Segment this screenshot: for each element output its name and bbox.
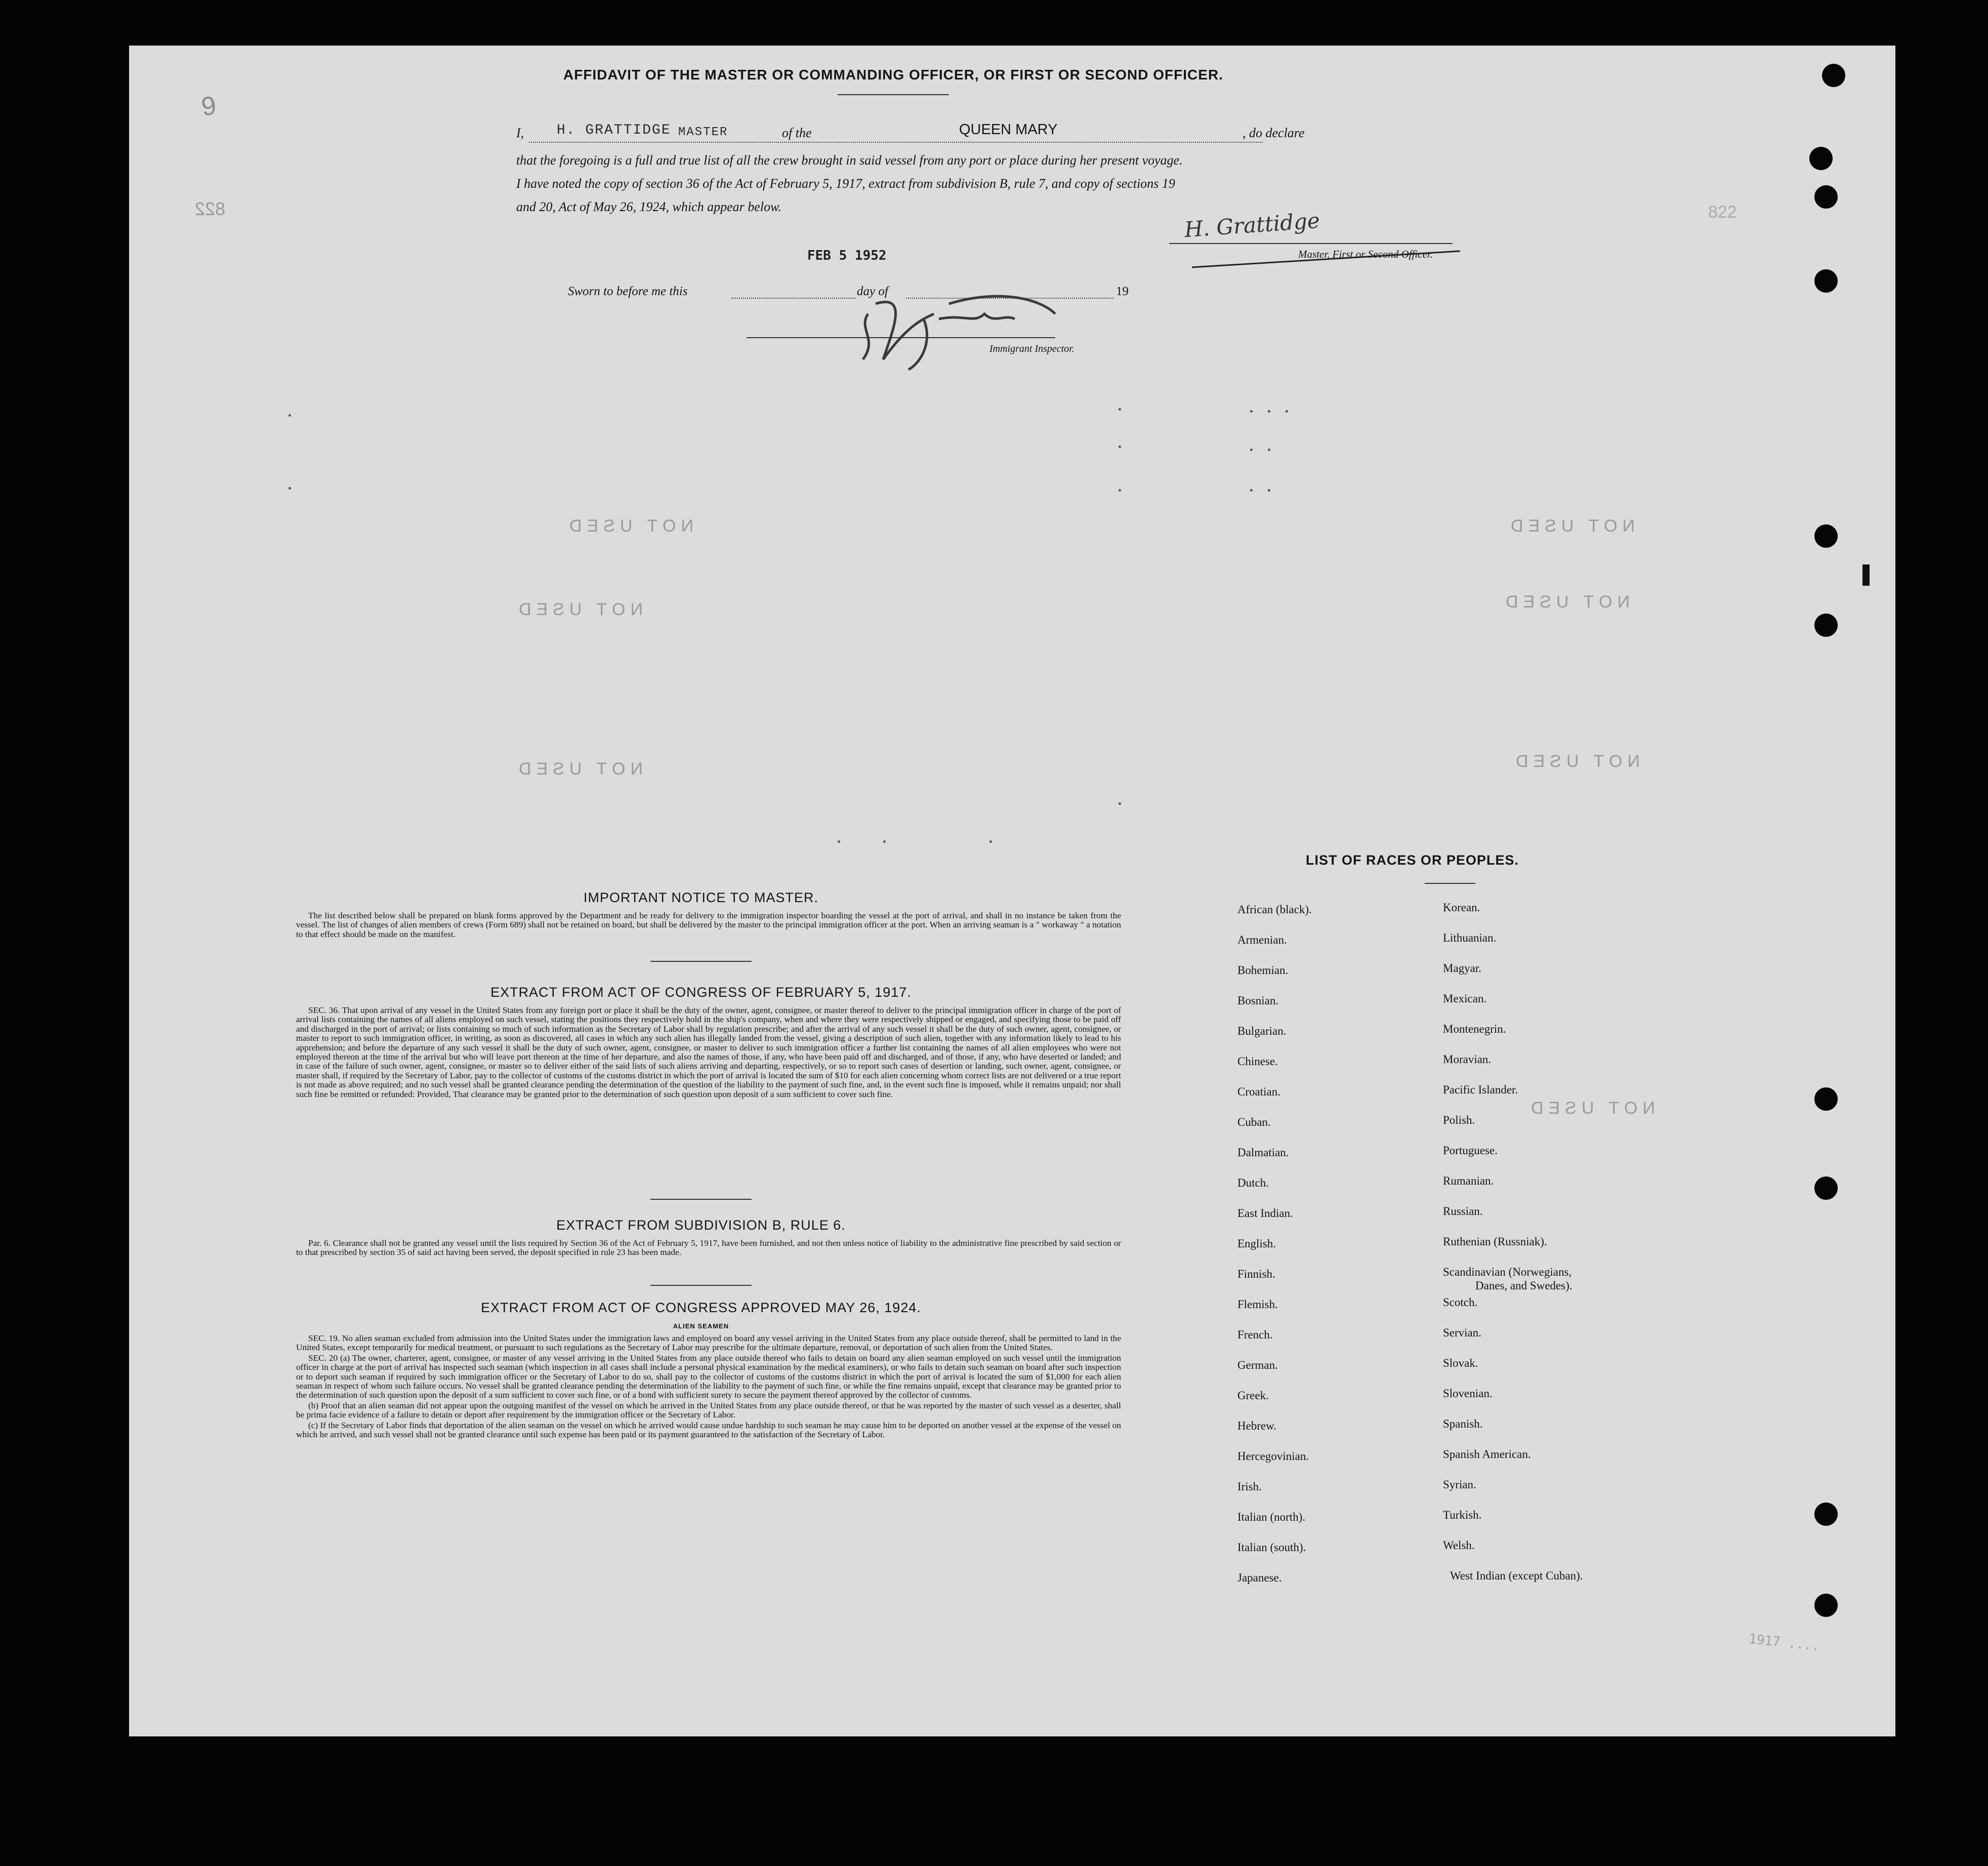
race-left: Hercegovinian.	[1237, 1450, 1309, 1463]
punch-hole	[1814, 269, 1838, 293]
race-left: Italian (north).	[1237, 1511, 1306, 1523]
extract-1917-body	[296, 1006, 1121, 1100]
inspector-caption: Immigrant Inspector.	[989, 343, 1074, 354]
race-left: Chinese.	[1237, 1055, 1278, 1068]
race-right: Lithuanian.	[1443, 931, 1497, 944]
faint-dot	[1250, 449, 1253, 451]
affidavit-line-2: that the foregoing is a full and true list of all the crew brought in said vessel from any port or place during her present voyage.	[516, 153, 1183, 168]
affidavit-line-4: and 20, Act of May 26, 1924, which appear below.	[516, 199, 782, 214]
not-used-mark: NOT USED	[514, 759, 643, 779]
faint-dot	[1119, 489, 1121, 492]
races-title: LIST OF RACES OR PEOPLES.	[1306, 853, 1519, 868]
race-left: English.	[1237, 1237, 1276, 1250]
race-left: Dutch.	[1237, 1177, 1269, 1189]
race-left: East Indian.	[1237, 1207, 1293, 1220]
race-right: Ruthenian (Russniak).	[1443, 1235, 1547, 1248]
divider	[650, 1285, 752, 1286]
extract-1924-title: EXTRACT FROM ACT OF CONGRESS APPROVED MAY 26, 1924.	[481, 1300, 921, 1315]
race-left: Cuban.	[1237, 1116, 1271, 1128]
edge-tab-mark	[1862, 564, 1870, 586]
divider	[650, 961, 752, 962]
affidavit-title: AFFIDAVIT OF THE MASTER OR COMMANDING OFFICER, OR FIRST OR SECOND OFFICER.	[563, 67, 1223, 83]
not-used-mark: NOT USED	[1501, 592, 1630, 612]
race-right: Russian.	[1443, 1205, 1483, 1218]
race-left: Greek.	[1237, 1389, 1269, 1402]
punch-hole	[1814, 1177, 1838, 1200]
year-prefix: 19	[1116, 285, 1129, 298]
name-line	[529, 142, 1263, 143]
not-used-mark: NOT USED	[1526, 1099, 1655, 1118]
race-left: Hebrew.	[1237, 1419, 1277, 1432]
race-left: Croatian.	[1237, 1085, 1280, 1098]
race-right: Syrian.	[1443, 1478, 1476, 1491]
title-underline	[838, 94, 949, 95]
extract-1917-title: EXTRACT FROM ACT OF CONGRESS OF FEBRUARY 5, 1917.	[490, 985, 912, 1000]
master-caption: Master, First or Second Officer.	[1298, 248, 1433, 260]
race-right: Mexican.	[1443, 992, 1487, 1005]
faint-dot	[1268, 410, 1270, 413]
margin-page-mark: 9	[199, 91, 218, 122]
document-page	[129, 46, 1895, 1736]
vessel-name: QUEEN MARY	[959, 121, 1058, 138]
faint-dot	[1268, 449, 1270, 451]
race-right-continuation: Danes, and Swedes).	[1475, 1279, 1572, 1292]
punch-hole	[1809, 147, 1833, 170]
race-left: Irish.	[1237, 1480, 1262, 1493]
sec20c-text: (c) If the Secretary of Labor finds that deportation of the alien seaman on the vessel on which he arrived would cause undue hardship to such seaman he may cause him to be deported on another vessel at the expense of the vessel on which he arrived, and such vessel shall not be granted clearance until such expense has been paid or its payment guaranteed to the satisfaction of the Secretary of Labor.	[296, 1420, 1121, 1440]
race-right: Polish.	[1443, 1114, 1475, 1126]
race-right: Montenegrin.	[1443, 1023, 1506, 1035]
race-left: Flemish.	[1237, 1298, 1278, 1311]
race-left: Bohemian.	[1237, 964, 1289, 977]
not-used-mark: NOT USED	[514, 600, 643, 619]
race-right: Moravian.	[1443, 1053, 1492, 1066]
race-left: Dalmatian.	[1237, 1146, 1289, 1159]
race-right: Scandinavian (Norwegians,	[1443, 1266, 1572, 1278]
do-declare: , do declare	[1242, 126, 1305, 140]
race-left: French.	[1237, 1328, 1273, 1341]
master-signature: H. Grattidge	[1183, 208, 1321, 242]
strikethrough-mark	[1192, 242, 1465, 272]
not-used-mark: NOT USED	[1511, 752, 1640, 771]
race-left: African (black).	[1237, 903, 1312, 916]
faint-dot	[1286, 410, 1288, 413]
punch-hole	[1814, 1503, 1838, 1526]
faint-dot	[288, 487, 291, 490]
sworn-day-line	[731, 298, 855, 299]
punch-hole	[1814, 185, 1838, 209]
day-of-label: day of	[857, 285, 888, 298]
master-name-handwritten: H. GRATTIDGE	[557, 123, 671, 138]
race-right: Spanish.	[1443, 1417, 1483, 1430]
sec20a-text: SEC. 20 (a) The owner, charterer, agent, consignee, or master of any vessel arriving in the United States from any place outside thereof who fails to detain on board any alien seaman employed on such vessel until the immigration officer in charge at the port of arrival has inspected such seaman (which inspection in all cases shall include a personal physical examination by the medical examiners), or who fails to detain such seaman on board after such inspection or to deport such seaman if required by such immigration officer or the Secretary of Labor to do so, shall pay to the collector of customs of the customs district in which the port of arrival is located the sum of $1,000 for each alien seaman in respect of whom such failure occurs. No vessel shall be granted clearance pending the determination of the liability to the payment of such fine, or while the fine remains unpaid, except that clearance may be granted prior to the determination of such question upon the deposit of a sum sufficient to cover such fine, or of a bond with sufficient surety to secure the payment thereof approved by the collector of customs.	[296, 1353, 1121, 1400]
race-right: Korean.	[1443, 901, 1480, 914]
notice-body	[296, 911, 1121, 940]
race-left: Bulgarian.	[1237, 1025, 1287, 1037]
divider	[650, 1199, 752, 1200]
sec19-text: SEC. 19. No alien seaman excluded from admission into the United States under the immigration laws and employed on board any vessel arriving in the United States from any place outside thereof, shall be permitted to land in the United States, except temporarily for medical treatment, or pursuant to such regulations as the Secretary of Labor may prescribe for the ultimate departure, removal, or deportation of such alien from the United States.	[296, 1333, 1121, 1353]
extract-rule6-body	[296, 1239, 1121, 1259]
sec20b-text: (b) Proof that an alien seaman did not appear upon the outgoing manifest of the vessel on which he arrived in the United States from any place outside thereof, or that he was reported by the master of such vessel as a deserter, shall be prima facie evidence of a failure to detain or deport after requirement by the immigration officer or the Secretary of Labor.	[296, 1400, 1121, 1420]
extract-1924-body	[296, 1334, 1121, 1440]
faint-dot	[1250, 489, 1253, 492]
notice-title: IMPORTANT NOTICE TO MASTER.	[583, 890, 819, 905]
punch-hole	[1814, 1594, 1838, 1617]
sworn-text: Sworn to before me this	[568, 285, 688, 298]
inspector-signature	[848, 283, 1060, 375]
faint-dot	[288, 414, 291, 417]
margin-number-left: 822	[195, 198, 226, 219]
of-the-label: of the	[782, 126, 812, 140]
punch-hole	[1814, 1087, 1838, 1111]
faint-dot	[838, 840, 840, 843]
faint-dot	[1119, 802, 1121, 805]
faint-dot	[1250, 410, 1253, 413]
faint-dot	[1119, 408, 1121, 411]
races-underline	[1425, 883, 1475, 884]
race-left: Bosnian.	[1237, 994, 1279, 1007]
not-used-mark: NOT USED	[564, 516, 694, 536]
par6-text: Par. 6. Clearance shall not be granted any vessel until the lists required by Section 36 of the Act of February 5, 1917, have been furnished, and not then unless notice of liability to the administrative fine prescribed by said section or to that prescribed by section 35 of said act having been served, the deposit specified in rule 23 has been made.	[296, 1238, 1121, 1257]
race-left: Italian (south).	[1237, 1541, 1306, 1554]
race-right: Slovenian.	[1443, 1387, 1493, 1400]
race-right: Pacific Islander.	[1443, 1083, 1518, 1096]
margin-number-right: 822	[1708, 202, 1737, 222]
race-right: Rumanian.	[1443, 1174, 1494, 1187]
not-used-mark: NOT USED	[1506, 516, 1635, 536]
race-right: Turkish.	[1443, 1509, 1482, 1521]
race-left: German.	[1237, 1359, 1278, 1371]
race-right: Portuguese.	[1443, 1144, 1498, 1157]
race-right: Scotch.	[1443, 1296, 1478, 1309]
race-left: Finnish.	[1237, 1268, 1275, 1280]
race-right: Magyar.	[1443, 962, 1482, 975]
punch-hole	[1822, 64, 1845, 87]
race-right: Slovak.	[1443, 1357, 1478, 1369]
extract-rule6-title: EXTRACT FROM SUBDIVISION B, RULE 6.	[556, 1218, 846, 1233]
faint-dot	[1119, 445, 1121, 448]
race-left: Armenian.	[1237, 934, 1287, 946]
master-rank-handwritten: MASTER	[678, 126, 728, 139]
race-right: Spanish American.	[1443, 1448, 1531, 1461]
race-right: Welsh.	[1443, 1539, 1475, 1552]
punch-hole	[1814, 524, 1838, 548]
affidavit-i: I,	[516, 126, 524, 140]
date-stamp: FEB 5 1952	[807, 248, 887, 263]
race-right: Servian.	[1443, 1326, 1482, 1339]
race-right: West Indian (except Cuban).	[1450, 1569, 1583, 1582]
faint-dot	[883, 840, 886, 843]
pencil-notation: 1917 ....	[1748, 1631, 1821, 1654]
affidavit-line-3: I have noted the copy of section 36 of the Act of February 5, 1917, extract from subdivision B, rule 7, and copy of sections 19	[516, 176, 1175, 191]
notice-text: The list described below shall be prepared on blank forms approved by the Department and be ready for delivery to the immigration inspector boarding the vessel at the port of arrival, and shall in no instance be taken from the vessel. The list of changes of alien members of crews (Form 689) shall not be retained on board, but shall be delivered by the master to the principal immigration officer at the port. When an arriving seaman is a " workaway " a notation to that effect should be made on the manifest.	[296, 911, 1121, 939]
alien-seamen-subtitle: ALIEN SEAMEN	[673, 1322, 729, 1330]
race-left: Japanese.	[1237, 1571, 1282, 1584]
faint-dot	[1268, 489, 1270, 492]
punch-hole	[1814, 614, 1838, 637]
inspector-line	[747, 337, 1055, 338]
sec36-text: SEC. 36. That upon arrival of any vessel in the United States from any foreign port or place it shall be the duty of the owner, agent, consignee, or master thereof to deliver to the principal immigration officer in charge of the port of arrival lists containing the names of all aliens employed on such vessel, stating the positions they respectively hold in the ship's company, when and where they were respectively shipped or engaged, and specifying those to be paid off and discharged in the port of arrival; or lists containing so much of such information as the Secretary of Labor shall by regulation prescribe; and after the arrival of any such vessel it shall be the duty of such owner, agent, consignee, or master to report to such immigration officer, in writing, as soon as discovered, all cases in which any such alien has illegally landed from the vessel, giving a description of such alien, together with any information likely to lead to his apprehension; and before the departure of any such vessel it shall be the duty of such owner, agent, consignee, or master to deliver to such immigration officer a further list containing the names of all alien employees who were not employed thereon at the time of the arrival but who will leave port thereon at the time of her departure, and also the names of those, if any, who have been paid off and discharged, and of those, if any, who have deserted or landed; and in case of the failure of such owner, agent, consignee, or master so to deliver either of the said lists of such aliens arriving and departing, respectively, or so to report such cases of desertion or landing, such owner, agent, consignee, or master shall, if required by the Secretary of Labor, pay to the collector of customs of the customs district in which the port of arrival is located the sum of $10 for each alien concerning whom correct lists are not delivered or a true report is not made as above required; and no such vessel shall be granted clearance pending the determination of the question of the liability to the payment of such fine, and, in the event such fine is imposed, while it remains unpaid; nor shall such fine be remitted or refunded: Provided, That clearance may be granted prior to the determination of such question upon deposit of a sum sufficient to cover such fine.	[296, 1005, 1121, 1099]
faint-dot	[989, 840, 992, 843]
